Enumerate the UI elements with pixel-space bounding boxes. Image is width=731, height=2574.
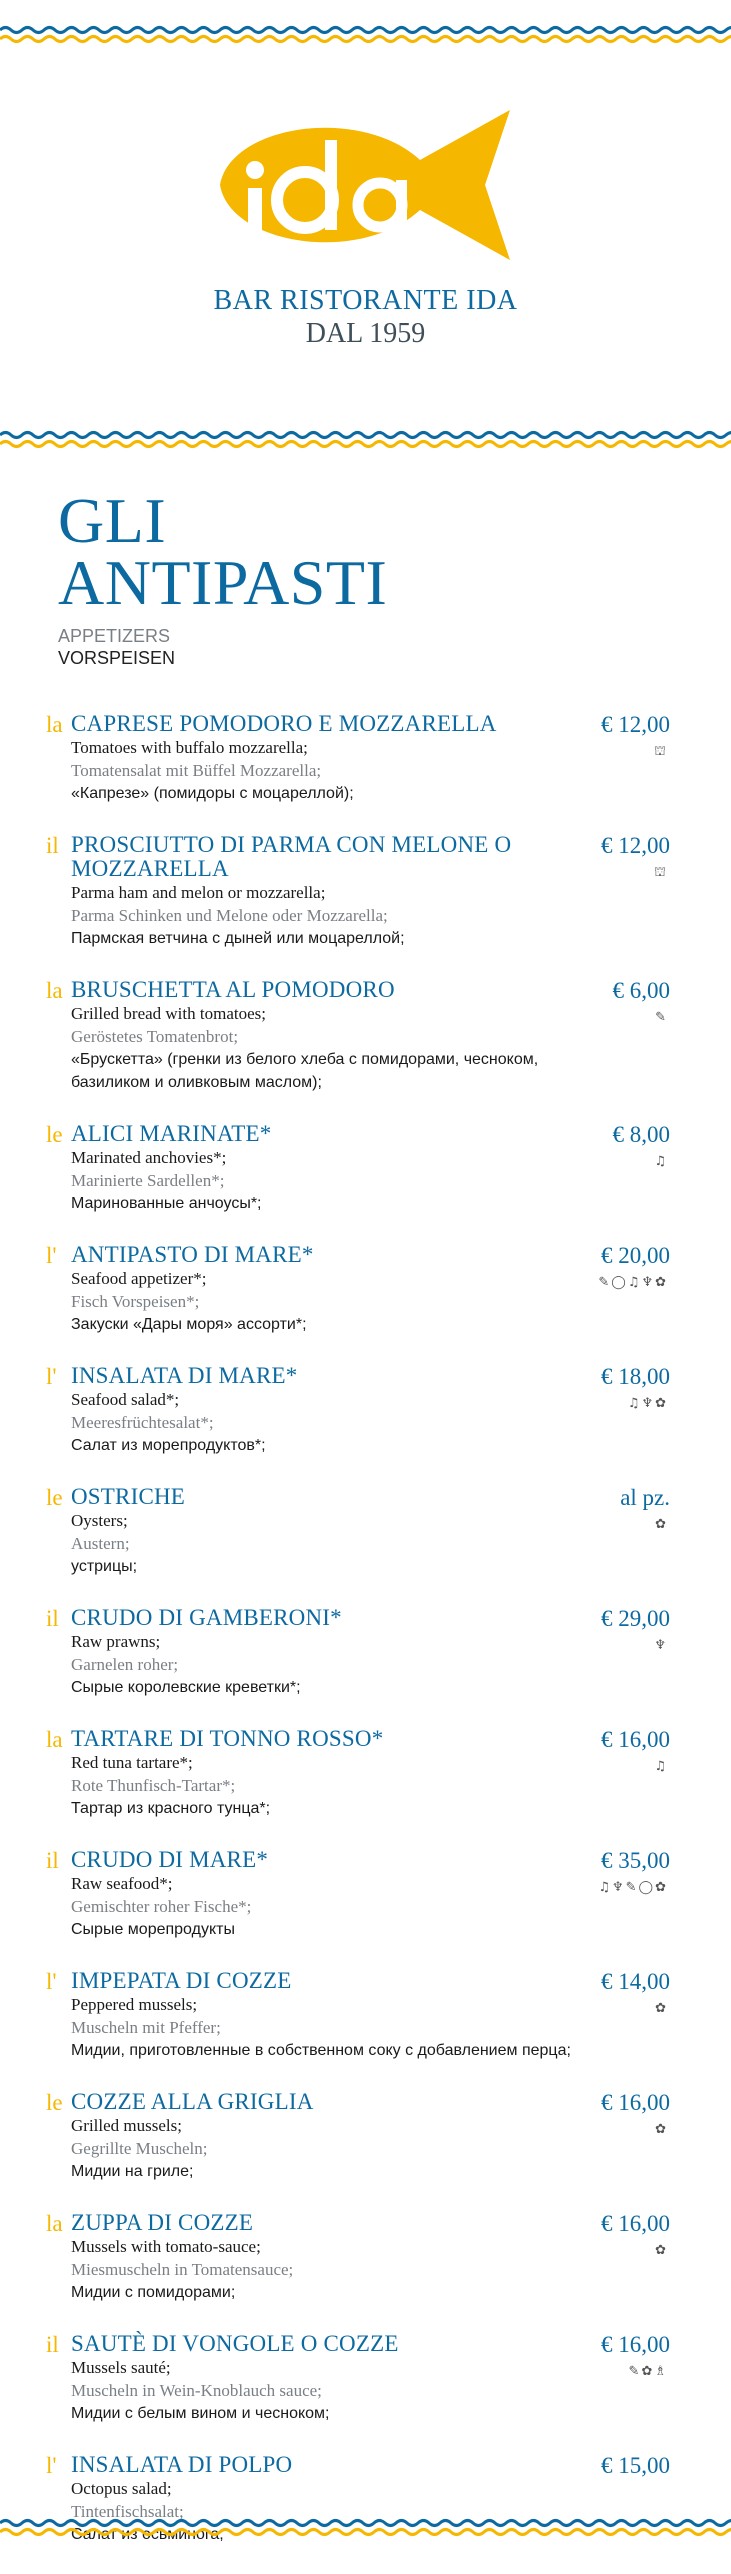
- item-desc-en: Mussels with tomato-sauce;: [71, 2237, 261, 2256]
- item-desc-en: Tomatoes with buffalo mozzarella;: [71, 738, 308, 757]
- item-desc-en: Parma ham and melon or mozzarella;: [71, 883, 326, 902]
- fish-icon: ♫: [654, 1154, 668, 1169]
- egg-icon: ◯: [611, 1275, 628, 1290]
- menu-item: [46, 2211, 676, 2304]
- top-wave-border: [0, 22, 731, 48]
- item-name: TARTARE DI TONNO ROSSO*: [71, 1726, 384, 1751]
- mollusc-icon: ✿: [655, 1396, 668, 1411]
- item-article: l': [46, 1364, 57, 1389]
- item-desc-ru: Пармская ветчина с дыней или моцареллой;: [71, 930, 405, 947]
- item-desc-ru: Сырые королевские креветки*;: [71, 1679, 301, 1696]
- crustacean-icon: ♆: [611, 1880, 626, 1895]
- item-article: le: [46, 2090, 63, 2115]
- menu-item: [46, 1122, 676, 1215]
- allergen-icons: [588, 863, 668, 883]
- item-desc-en: Peppered mussels;: [71, 1995, 198, 2014]
- item-price: al pz.: [620, 1485, 670, 1510]
- menu-item: [46, 2090, 676, 2183]
- allergen-icons: [588, 1394, 668, 1414]
- item-desc-de: Tintenfischsalat;: [71, 2502, 184, 2521]
- item-price: € 16,00: [601, 2211, 670, 2236]
- item-name: INSALATA DI MARE*: [71, 1363, 298, 1388]
- item-name: CAPRESE POMODORO E MOZZARELLA: [71, 711, 497, 736]
- menu-item: [46, 978, 676, 1094]
- item-price: € 15,00: [601, 2453, 670, 2478]
- gluten-icon: ✎: [625, 1880, 639, 1895]
- item-desc-ru: Закуски «Дары моря» ассорти*;: [71, 1316, 307, 1333]
- section-title-line1: GLI: [58, 485, 167, 556]
- item-article: la: [46, 712, 63, 737]
- item-desc-ru: «Брускетта» (гренки из белого хлеба с помидорами, чесноком, базиликом и оливковым маслом);: [71, 1051, 539, 1091]
- item-name: CRUDO DI MARE*: [71, 1847, 269, 1872]
- sulphite-icon: ♗: [654, 2364, 668, 2379]
- item-price: € 20,00: [601, 1243, 670, 1268]
- item-name: ALICI MARINATE*: [71, 1121, 272, 1146]
- item-article: l': [46, 1243, 57, 1268]
- section-subtitle-de: VORSPEISEN: [58, 648, 176, 668]
- item-article: l': [46, 2453, 57, 2478]
- mollusc-icon: ✿: [655, 1275, 668, 1290]
- section-title-line2: ANTIPASTI: [58, 547, 388, 618]
- allergen-icons: [588, 1878, 668, 1898]
- item-desc-de: Miesmuscheln in Tomatensauce;: [71, 2260, 294, 2279]
- item-desc-de: Fisch Vorspeisen*;: [71, 1292, 200, 1311]
- item-article: il: [46, 1848, 59, 1873]
- item-desc-ru: Маринованные анчоусы*;: [71, 1195, 262, 1212]
- allergen-icons: [588, 1636, 668, 1656]
- allergen-icons: [588, 2362, 668, 2382]
- item-desc-en: Oysters;: [71, 1511, 128, 1530]
- bottom-wave-border: [0, 2515, 731, 2541]
- item-desc-ru: Салат из осьминога;: [71, 2526, 224, 2543]
- item-price: € 12,00: [601, 833, 670, 858]
- mollusc-icon: ✿: [655, 1880, 668, 1895]
- item-desc-ru: Салат из морепродуктов*;: [71, 1437, 266, 1454]
- item-article: la: [46, 2211, 63, 2236]
- middle-wave-border: [0, 427, 731, 453]
- menu-item: [46, 1364, 676, 1457]
- item-name: COZZE ALLA GRIGLIA: [71, 2089, 314, 2114]
- item-name: CRUDO DI GAMBERONI*: [71, 1605, 342, 1630]
- item-article: il: [46, 833, 59, 858]
- menu-item: [46, 1727, 676, 1820]
- item-desc-ru: «Капрезе» (помидоры с моцареллой);: [71, 785, 354, 802]
- section-subtitle-en: APPETIZERS: [58, 626, 171, 646]
- menu-item: [46, 1606, 676, 1699]
- allergen-icons: [588, 2241, 668, 2261]
- item-desc-ru: устрицы;: [71, 1558, 138, 1575]
- item-name: ZUPPA DI COZZE: [71, 2210, 254, 2235]
- gluten-icon: ✎: [655, 1010, 668, 1025]
- item-desc-en: Grilled mussels;: [71, 2116, 182, 2135]
- item-desc-de: Muscheln mit Pfeffer;: [71, 2018, 221, 2037]
- item-desc-de: Garnelen roher;: [71, 1655, 179, 1674]
- fish-icon: ♫: [627, 1275, 642, 1290]
- crustacean-icon: ♆: [641, 1396, 656, 1411]
- item-price: € 16,00: [601, 2090, 670, 2115]
- menu-item: [46, 712, 676, 805]
- item-desc-de: Gemischter roher Fische*;: [71, 1897, 252, 1916]
- item-price: € 35,00: [601, 1848, 670, 1873]
- mollusc-icon: ✿: [655, 2243, 668, 2258]
- item-desc-de: Meeresfrüchtesalat*;: [71, 1413, 214, 1432]
- menu-item: [46, 1848, 676, 1941]
- section-title: [58, 485, 388, 618]
- item-desc-de: Muscheln in Wein-Knoblauch sauce;: [71, 2381, 322, 2400]
- mollusc-icon: ✿: [655, 2122, 668, 2137]
- item-desc-ru: Тартар из красного тунца*;: [71, 1800, 271, 1817]
- item-desc-en: Red tuna tartare*;: [71, 1753, 193, 1772]
- item-article: la: [46, 978, 63, 1003]
- allergen-icons: [588, 1757, 668, 1777]
- item-desc-de: Austern;: [71, 1534, 130, 1553]
- item-desc-ru: Мидии, приготовленные в собственном соку с добавлением перца;: [71, 2042, 571, 2059]
- gluten-icon: ✎: [628, 2364, 642, 2379]
- menu-item: [46, 2332, 676, 2425]
- menu-item: [46, 1243, 676, 1336]
- menu-item: [46, 833, 676, 950]
- item-desc-de: Geröstetes Tomatenbrot;: [71, 1027, 239, 1046]
- menu-item: [46, 1485, 676, 1578]
- mollusc-icon: ✿: [655, 1517, 668, 1532]
- allergen-icons: [588, 1999, 668, 2019]
- item-desc-ru: Сырые морепродукты: [71, 1921, 235, 1938]
- mollusc-icon: ✿: [655, 2001, 668, 2016]
- item-desc-en: Raw seafood*;: [71, 1874, 173, 1893]
- crustacean-icon: ♆: [641, 1275, 656, 1290]
- item-desc-en: Raw prawns;: [71, 1632, 161, 1651]
- item-name: IMPEPATA DI COZZE: [71, 1968, 292, 1993]
- allergen-icons: [588, 1515, 668, 1535]
- item-desc-en: Mussels sauté;: [71, 2358, 171, 2377]
- item-price: € 6,00: [612, 978, 670, 1003]
- item-price: € 8,00: [612, 1122, 670, 1147]
- item-article: le: [46, 1485, 63, 1510]
- item-desc-ru: Мидии с белым вином и чесноком;: [71, 2405, 330, 2422]
- item-name: SAUTÈ DI VONGOLE O COZZE: [71, 2331, 399, 2356]
- cheese-icon: ⛫: [654, 744, 668, 759]
- item-article: le: [46, 1122, 63, 1147]
- item-name: OSTRICHE: [71, 1484, 186, 1509]
- item-desc-en: Octopus salad;: [71, 2479, 172, 2498]
- item-article: il: [46, 2332, 59, 2357]
- item-desc-en: Grilled bread with tomatoes;: [71, 1004, 266, 1023]
- item-desc-ru: Мидии с помидорами;: [71, 2284, 236, 2301]
- item-name: INSALATA DI POLPO: [71, 2452, 293, 2477]
- item-name: PROSCIUTTO DI PARMA CON MELONE O MOZZARELLA: [71, 832, 512, 881]
- item-name: BRUSCHETTA AL POMODORO: [71, 977, 395, 1002]
- fish-logo: [210, 100, 530, 270]
- fish-icon: ♫: [598, 1880, 612, 1895]
- allergen-icons: [588, 1152, 668, 1172]
- restaurant-since: DAL 1959: [305, 318, 426, 349]
- allergen-icons: [588, 1273, 668, 1293]
- item-desc-en: Seafood salad*;: [71, 1390, 180, 1409]
- allergen-icons: [588, 2120, 668, 2140]
- menu-item: [46, 1969, 676, 2062]
- item-article: il: [46, 1606, 59, 1631]
- item-price: € 12,00: [601, 712, 670, 737]
- item-price: € 29,00: [601, 1606, 670, 1631]
- item-desc-de: Tomatensalat mit Büffel Mozzarella;: [71, 761, 322, 780]
- item-desc-de: Parma Schinken und Melone oder Mozzarella;: [71, 906, 388, 925]
- mollusc-icon: ✿: [641, 2364, 655, 2379]
- crustacean-icon: ♆: [654, 1638, 668, 1653]
- allergen-icons: [588, 1008, 668, 1028]
- gluten-icon: ✎: [598, 1275, 612, 1290]
- item-price: € 16,00: [601, 2332, 670, 2357]
- item-desc-de: Rote Thunfisch-Tartar*;: [71, 1776, 236, 1795]
- item-article: l': [46, 1969, 57, 1994]
- item-desc-ru: Мидии на гриле;: [71, 2163, 194, 2180]
- fish-icon: ♫: [627, 1396, 642, 1411]
- cheese-icon: ⛫: [654, 865, 668, 880]
- item-price: € 14,00: [601, 1969, 670, 1994]
- allergen-icons: [588, 742, 668, 762]
- item-price: € 18,00: [601, 1364, 670, 1389]
- item-desc-de: Marinierte Sardellen*;: [71, 1171, 225, 1190]
- menu-list: [46, 712, 676, 2574]
- item-name: ANTIPASTO DI MARE*: [71, 1242, 314, 1267]
- item-desc-en: Seafood appetizer*;: [71, 1269, 207, 1288]
- item-desc-en: Marinated anchovies*;: [71, 1148, 227, 1167]
- item-article: la: [46, 1727, 63, 1752]
- restaurant-name: BAR RISTORANTE IDA: [213, 285, 518, 316]
- item-desc-de: Gegrillte Muscheln;: [71, 2139, 208, 2158]
- fish-icon: ♫: [654, 1759, 668, 1774]
- item-price: € 16,00: [601, 1727, 670, 1752]
- egg-icon: ◯: [638, 1880, 656, 1895]
